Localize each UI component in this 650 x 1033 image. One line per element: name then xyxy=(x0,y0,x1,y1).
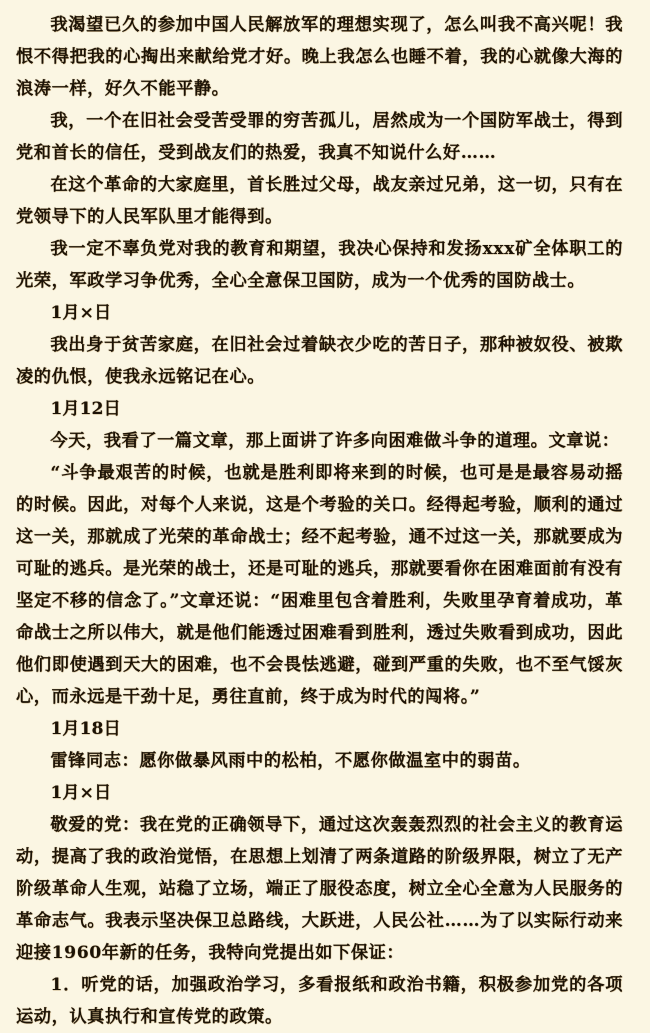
paragraph-family: 在这个革命的大家庭里，首长胜过父母，战友亲过兄弟，这一切，只有在党领导下的人民军队里才能得到。 xyxy=(16,175,623,227)
paragraph-article-quote: “斗争最艰苦的时候，也就是胜利即将来到的时候，也可是是最容易动摇的时候。因此，对每个人来说，这是个考验的关口。经得起考验，顺利的通过这一关，那就成了光荣的革命战士；经不起考验，通不过这一关，那就要成为可耻的逃兵。是光荣的战士，还是可耻的逃兵，那就要看你在困难面前有没有坚定不移的信念了。”文章还说：“困难里包含着胜利，失败里孕育着成功，革命战士之所以伟大，就是他们能透过困难看到胜利，透过失败看到成功，因此他们即使遇到天大的困难，也不会畏怯逃避，碰到严重的失败，也不至气馁灰心，而永远是干劲十足，勇往直前，终于成为时代的闯将。” xyxy=(16,463,623,707)
paragraph-joy: 我渴望已久的参加中国人民解放军的理想实现了，怎么叫我不高兴呢！我恨不得把我的心掏出来献给党才好。晚上我怎么也睡不着，我的心就像大海的浪涛一样，好久不能平静。 xyxy=(16,15,623,99)
paragraph-letter-to-party: 敬爱的党：我在党的正确领导下，通过这次轰轰烈烈的社会主义的教育运动，提高了我的政治觉悟，在思想上划清了两条道路的阶级界限，树立了无产阶级革命人生观，站稳了立场，端正了服役态度，树立全心全意为人民服务的革命志气。我表示坚决保卫总路线，大跃进，人民公社……为了以实际行动来迎接1960年新的任务，我特向党提出如下保证： xyxy=(16,815,623,963)
date-heading-jan-x-2: 1月×日 xyxy=(50,783,112,803)
paragraph-pledge: 我一定不辜负党对我的教育和期望，我决心保持和发扬xxx矿全体职工的光荣，军政学习争优秀，全心全意保卫国防，成为一个优秀的国防战士。 xyxy=(16,239,623,291)
paragraph-origin: 我出身于贫苦家庭，在旧社会过着缺衣少吃的苦日子，那种被奴役、被欺凌的仇恨，使我永远铭记在心。 xyxy=(16,335,623,387)
paragraph-pine-motto: 雷锋同志：愿你做暴风雨中的松柏，不愿你做温室中的弱苗。 xyxy=(50,751,531,771)
date-heading-jan-x-1: 1月×日 xyxy=(50,303,112,323)
paragraph-guarantee-1: 1．听党的话，加强政治学习，多看报纸和政治书籍，积极参加党的各项运动，认真执行和宣传党的政策。 xyxy=(16,975,623,1027)
date-heading-jan-12: 1月12日 xyxy=(50,399,121,419)
paragraph-article-intro: 今天，我看了一篇文章，那上面讲了许多向困难做斗争的道理。文章说： xyxy=(50,431,620,451)
date-heading-jan-18: 1月18日 xyxy=(50,719,121,739)
paragraph-orphan: 我，一个在旧社会受苦受罪的穷苦孤儿，居然成为一个国防军战士，得到党和首长的信任，受到战友们的热爱，我真不知说什么好…… xyxy=(16,111,623,163)
